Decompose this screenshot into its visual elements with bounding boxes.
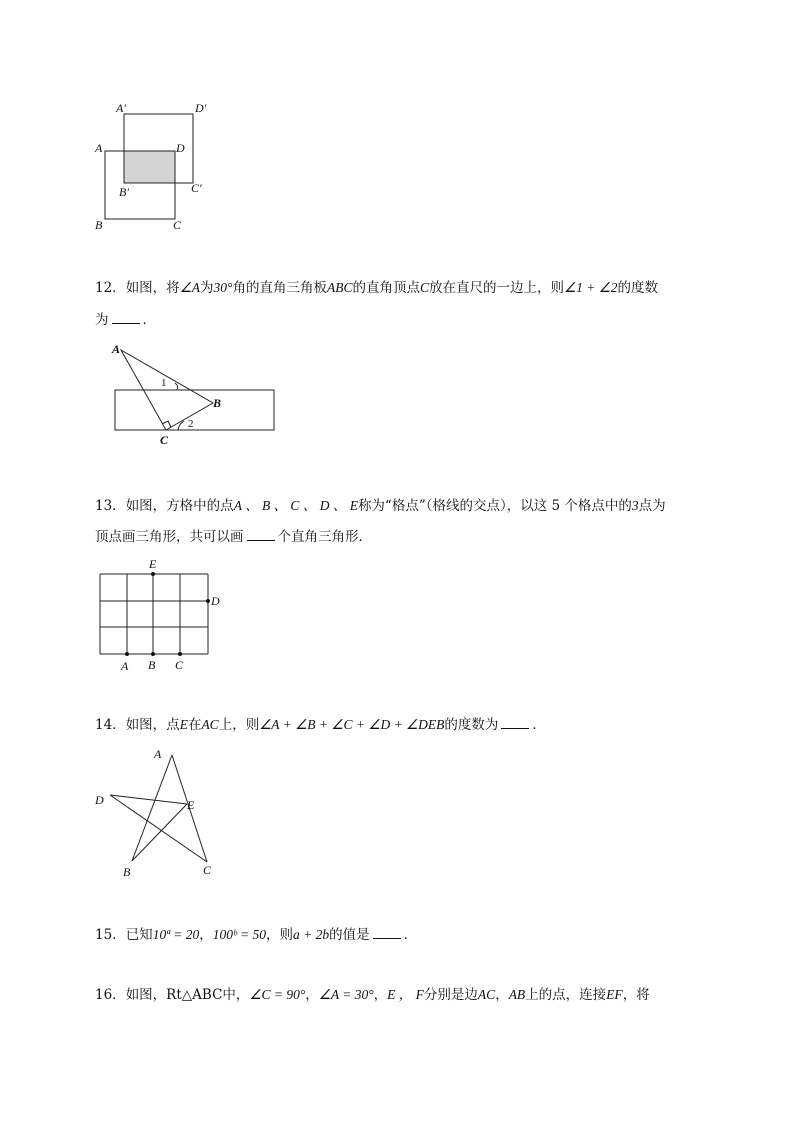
- q13-text-2: 称为“格点”（格线的交点），以这 5 个格点中的: [357, 498, 632, 514]
- q12-answer-blank: [112, 311, 140, 324]
- q13-answer-blank: [247, 528, 275, 541]
- q15-end: ．: [403, 927, 418, 943]
- figure-star-angles: [90, 745, 230, 885]
- q14-number: 14．: [95, 717, 126, 733]
- q12-text-6: 的度数: [617, 280, 659, 296]
- point-e: [151, 572, 155, 576]
- q16-text-3: 上的点，连接: [525, 987, 607, 1003]
- fig13-label-b: B: [148, 658, 156, 672]
- q14-answer-blank: [501, 716, 529, 729]
- q13-line2-1: 顶点画三角形，共可以画: [95, 529, 244, 545]
- angle-1-arc: [175, 383, 178, 390]
- fig12-label-c: C: [160, 433, 169, 447]
- label-b-prime: B′: [119, 185, 129, 199]
- q16-ef: E ， F: [387, 987, 424, 1002]
- q12-text-1: 如图，将: [125, 280, 180, 296]
- q12-expr: ∠1 + ∠2: [563, 280, 618, 295]
- q14-text-4: 的度数为: [444, 717, 499, 733]
- q12-line2: 为: [95, 312, 109, 328]
- fig13-label-a: A: [121, 659, 129, 673]
- label-c: C: [173, 218, 182, 232]
- q15-text-2: ，则: [266, 927, 294, 943]
- q14-end: ．: [532, 717, 546, 733]
- label-c-prime: C′: [191, 181, 202, 195]
- q16-sep3: ，: [495, 987, 509, 1003]
- q14-e: E: [179, 717, 188, 732]
- shaded-overlap: [124, 151, 175, 183]
- q15-sep: ，: [199, 927, 213, 943]
- q15-expr: a + 2b: [293, 927, 330, 942]
- grid-lines: [100, 574, 208, 654]
- fig14-label-a: A: [154, 747, 162, 761]
- q16-text-2: 分别是边: [423, 987, 478, 1003]
- question-13-line-2: [95, 528, 372, 546]
- fig14-label-d: D: [95, 793, 104, 807]
- q16-ac: AC: [477, 987, 496, 1002]
- q14-ac: AC: [201, 717, 219, 732]
- q16-text-4: ，将: [622, 987, 650, 1003]
- label-a-prime: A′: [116, 101, 126, 115]
- q16-sep2: ，: [373, 987, 388, 1003]
- q12-number: 12．: [95, 280, 126, 296]
- q12-angle-a: ∠A: [179, 280, 201, 295]
- q15-number: 15．: [95, 927, 126, 943]
- q12-text-2: 为: [200, 280, 214, 296]
- question-14-line-1: [95, 716, 546, 734]
- label-d-prime: D′: [195, 101, 207, 115]
- q14-expr: ∠A + ∠B + ∠C + ∠D + ∠DEB: [259, 717, 445, 732]
- q16-ef2: EF: [606, 987, 623, 1002]
- q14-text-3: 上，则: [218, 717, 260, 733]
- question-16-line-1: [95, 986, 650, 1004]
- point-c: [178, 652, 182, 656]
- q16-c90: ∠C = 90°: [249, 987, 306, 1002]
- q12-abc: ABC: [326, 280, 353, 295]
- label-a: A: [95, 141, 103, 155]
- q12-c: C: [419, 280, 429, 295]
- q13-three: 3: [631, 498, 639, 513]
- question-13-line-1: [95, 497, 666, 515]
- question-15-line-1: [95, 926, 417, 944]
- question-12-line-2: [95, 311, 156, 329]
- figure-triangle-ruler: [105, 335, 285, 450]
- q16-a30: ∠A = 30°: [318, 987, 374, 1002]
- q12-deg-30: 30°: [213, 280, 233, 295]
- q13-number: 13．: [95, 498, 126, 514]
- fig14-label-e: E: [187, 798, 195, 812]
- q16-text-1: 如图，Rt△ABC中，: [125, 987, 250, 1003]
- q13-text-3: 点为: [638, 498, 666, 514]
- fig14-label-c: C: [203, 863, 212, 877]
- figure-grid-points: [90, 555, 230, 675]
- q15-eq1: 10ª = 20: [152, 927, 200, 942]
- fig13-label-c: C: [175, 658, 184, 672]
- q13-text-1: 如图，方格中的点: [125, 498, 234, 514]
- q12-text-4: 的直角顶点: [352, 280, 420, 296]
- point-b: [151, 652, 155, 656]
- q12-end: ．: [142, 312, 156, 328]
- q16-number: 16．: [95, 987, 126, 1003]
- label-d: D: [176, 141, 185, 155]
- fig12-label-a: A: [112, 342, 121, 356]
- q12-text-3: 角的直角三角板: [232, 280, 327, 296]
- fig12-label-2: 2: [188, 418, 194, 430]
- label-b: B: [95, 218, 103, 232]
- q16-sep1: ，: [305, 987, 319, 1003]
- fig13-label-d: D: [211, 594, 220, 608]
- q14-text-2: 在: [187, 717, 202, 733]
- q13-line2-2: 个直角三角形．: [277, 529, 372, 545]
- q14-text-1: 如图，点: [125, 717, 180, 733]
- fig13-label-e: E: [149, 557, 157, 571]
- q15-answer-blank: [373, 926, 401, 939]
- q12-text-5: 放在直尺的一边上，则: [428, 280, 564, 296]
- fig12-label-b: B: [213, 396, 222, 410]
- fig12-label-1: 1: [161, 377, 167, 389]
- figure-overlapping-rectangles: [85, 95, 225, 240]
- question-12-line-1: [95, 279, 658, 297]
- point-a: [125, 652, 129, 656]
- ruler: [115, 390, 274, 430]
- q13-points: A 、 B 、 C 、 D 、 E: [233, 498, 358, 513]
- fig14-label-b: B: [123, 865, 131, 879]
- q15-eq2: 100ᵇ = 50: [212, 927, 267, 942]
- q15-text-1: 已知: [125, 927, 153, 943]
- point-d: [206, 599, 210, 603]
- q16-ab: AB: [508, 987, 526, 1002]
- q15-text-3: 的值是: [329, 927, 370, 943]
